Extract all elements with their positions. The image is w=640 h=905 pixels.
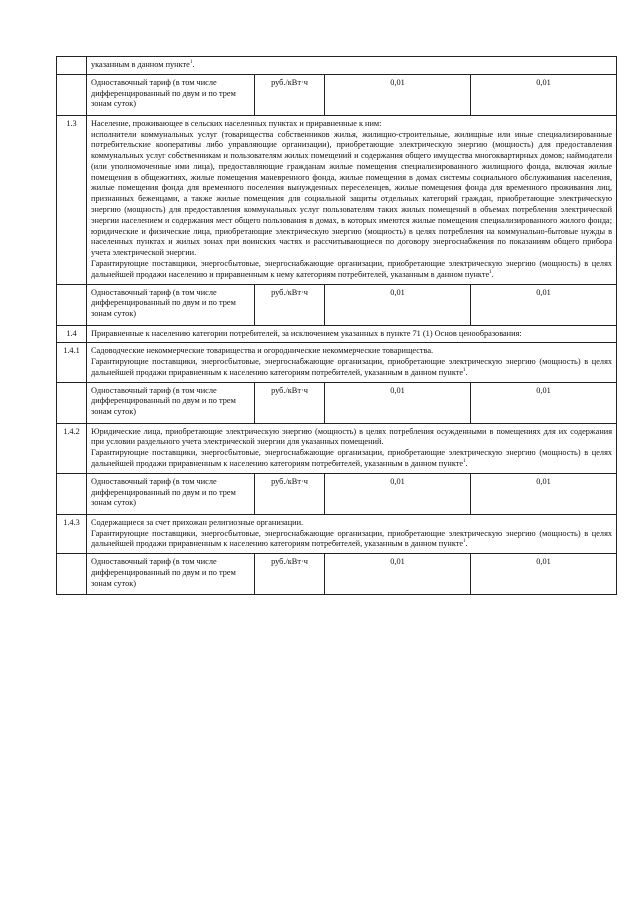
- paragraph: Садоводческие некоммерческие товарищества и огороднические некоммерческие товарищества.: [91, 346, 434, 356]
- paragraph: Гарантирующие поставщики, энергосбытовые, энергоснабжающие организации, приобретающие электрическую энергию (мощность) в целях дальнейшей продажи приравненным к населению категориям потребителей, указанным в данном пункте$^1$.: [91, 528, 613, 549]
- paragraph: Содержащиеся за счет прихожан религиозные организации.: [91, 517, 304, 527]
- paragraph: Гарантирующие поставщики, энергосбытовые, энергоснабжающие организации, приобретающие электрическую энергию (мощность) в целях дальнейшей продажи приравненным к населению категориям потребителей, указанным в данном пункте$^1$.: [91, 448, 613, 468]
- row-number: 1.4.2: [57, 423, 87, 473]
- tariff-unit: руб./кВт·ч: [255, 473, 325, 514]
- tariff-row: [57, 74, 617, 115]
- table-row: [57, 115, 617, 284]
- row-number: 1.4.3: [57, 514, 87, 553]
- row-description: [87, 343, 617, 382]
- tariff-table: [56, 56, 617, 595]
- row-number: 1.4.1: [57, 343, 87, 382]
- tariff-value-2: 0,01: [471, 74, 617, 115]
- row-number: 1.3: [57, 115, 87, 284]
- row-description: [87, 115, 617, 284]
- tariff-unit: руб./кВт·ч: [255, 382, 325, 423]
- tariff-value-1: 0,01: [325, 473, 471, 514]
- row-description: указанным в данном пункте$^1$.: [87, 57, 617, 75]
- tariff-label: Одноставочный тариф (в том числе дифференцированный по двум и по трем зонам суток): [87, 554, 255, 595]
- paragraph: Юридические лица, приобретающие электрическую энергию (мощность) в целях потребления осужденными в помещениях для их содержания при условии раздельного учета электрической энергии для указанных помещений.: [91, 426, 613, 447]
- tariff-value-2: 0,01: [471, 284, 617, 325]
- tariff-label: Одноставочный тариф (в том числе дифференцированный по двум и по трем зонам суток): [87, 473, 255, 514]
- footnote-mark: 1: [463, 368, 466, 374]
- tariff-value-1: 0,01: [325, 382, 471, 423]
- tariff-unit: руб./кВт·ч: [255, 284, 325, 325]
- tariff-unit: руб./кВт·ч: [255, 554, 325, 595]
- table-row: [57, 423, 617, 473]
- row-number: [57, 57, 87, 75]
- footnote-mark: 1: [463, 539, 466, 545]
- table-row: [57, 57, 617, 75]
- tariff-label: Одноставочный тариф (в том числе дифференцированный по двум и по трем зонам суток): [87, 284, 255, 325]
- tariff-row: [57, 554, 617, 595]
- tariff-row: [57, 284, 617, 325]
- paragraph: Гарантирующие поставщики, энергосбытовые, энергоснабжающие организации, приобретающие электрическую энергию (мощность) в целях дальнейшей продажи приравненным к населению категориям потребителей, указанным в данном пункте$^1$.: [91, 357, 613, 377]
- table-row: [57, 325, 617, 343]
- tariff-value-1: 0,01: [325, 284, 471, 325]
- tariff-value-2: 0,01: [471, 382, 617, 423]
- paragraph: Население, проживающее в сельских населенных пунктах и приравненные к ним:: [91, 118, 382, 128]
- tariff-value-2: 0,01: [471, 473, 617, 514]
- table-row: [57, 514, 617, 553]
- row-description: [87, 423, 617, 473]
- tariff-row: [57, 473, 617, 514]
- footnote-mark: 1: [189, 60, 193, 66]
- tariff-row: [57, 382, 617, 423]
- row-description: [87, 514, 617, 553]
- row-description: Приравненные к населению категории потребителей, за исключением указанных в пункте 71 (1) Основ ценообразования:: [87, 325, 617, 343]
- paragraph: исполнители коммунальных услуг (товарищества собственников жилья, жилищно-строительные, жилищные или иные специализированные потребительские кооперативы либо управляющие организации), приобретающие электрическую энергию (мощность) для предоставления коммунальных услуг собственникам и пользователям жилых помещений и содержания общего имущества многоквартирных домов; наймодатели (или уполномоченные ими лица), предоставляющие гражданам жилые помещения специализированного жилищного фонда, включая жилые помещения в общежитиях, жилые помещения маневренного фонда, жилые помещения в домах системы социального обслуживания населения, жилые помещения фонда для временного поселения вынужденных переселенцев, жилые помещения фонда для временного проживания лиц, признанных беженцами, а также жилые помещения для социальной защиты отдельных категорий граждан, приобретающие электрическую энергию (мощность) для предоставления коммунальных услуг пользователям таких жилых помещений в объемах потребления электрической энергии населением и содержания мест общего пользования в домах, в которых имеются жилые помещения специализированного жилого фонда; юридические и физические лица, приобретающие электрическую энергию (мощность) в целях потребления на коммунально-бытовые нужды в населенных пунктах и жилых зонах при воинских частях и рассчитывающиеся по договору энергоснабжения по показаниям общего прибора учета электрической энергии.: [91, 129, 613, 258]
- footnote-mark: 1: [463, 459, 466, 465]
- tariff-label: Одноставочный тариф (в том числе дифференцированный по двум и по трем зонам суток): [87, 382, 255, 423]
- table-row: [57, 343, 617, 382]
- tariff-label: Одноставочный тариф (в том числе дифференцированный по двум и по трем зонам суток): [87, 74, 255, 115]
- tariff-value-1: 0,01: [325, 554, 471, 595]
- footnote-mark: 1: [489, 269, 492, 275]
- paragraph: Гарантирующие поставщики, энергосбытовые, энергоснабжающие организации, приобретающие электрическую энергию (мощность) в целях дальнейшей продажи населению и приравненным к нему категориям потребителей, указанным в данном пункте$^1$.: [91, 258, 613, 279]
- tariff-unit: руб./кВт·ч: [255, 74, 325, 115]
- tariff-value-2: 0,01: [471, 554, 617, 595]
- tariff-value-1: 0,01: [325, 74, 471, 115]
- row-number: 1.4: [57, 325, 87, 343]
